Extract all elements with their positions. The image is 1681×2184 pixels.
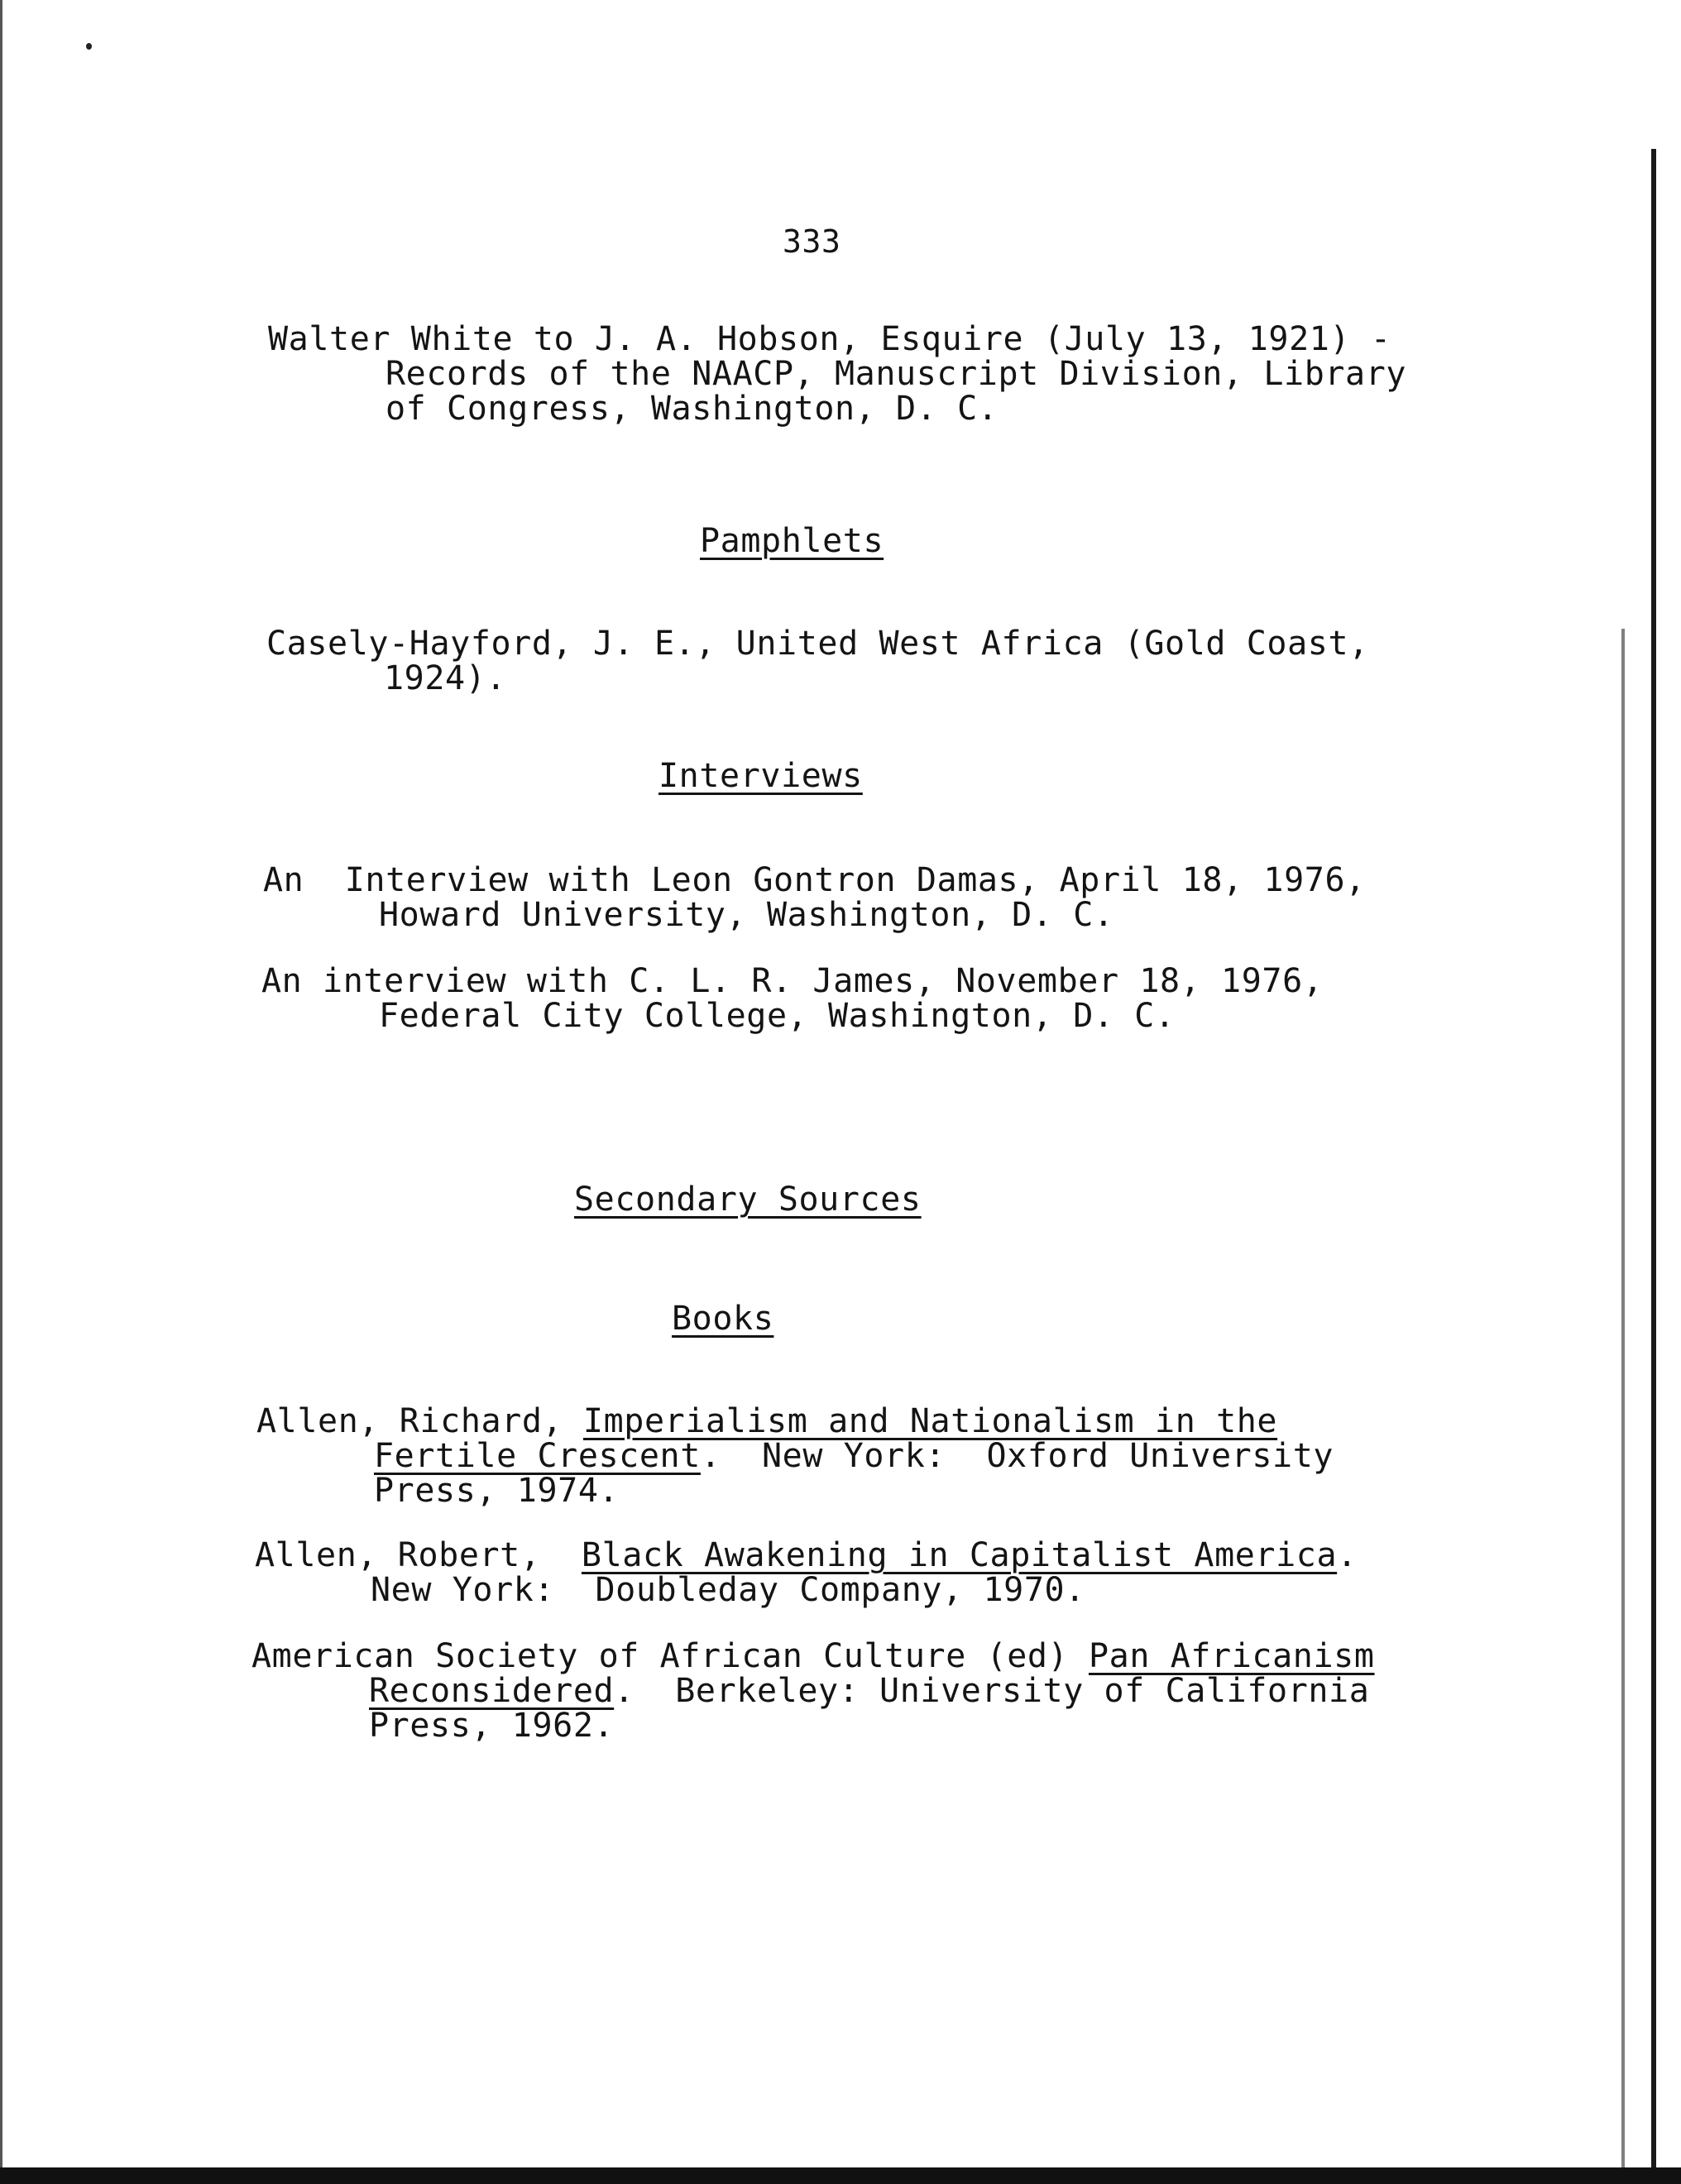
book-title: Reconsidered xyxy=(369,1672,615,1710)
book-title: Imperialism and Nationalism in the xyxy=(582,1402,1278,1440)
entry-white-line-3: of Congress, Washington, D. C. xyxy=(386,390,999,428)
pamphlet-line-1: Casely-Hayford, J. E., United West Africa (Gold Coast, xyxy=(266,625,1369,663)
heading-secondary-sources: Secondary Sources xyxy=(574,1181,922,1219)
book-allen-richard-line-1 xyxy=(256,1402,1278,1440)
book-title: Fertile Crescent xyxy=(374,1437,701,1475)
book-title: Black Awakening in Capitalist America xyxy=(581,1536,1338,1574)
book-author: Allen, Robert, xyxy=(255,1536,582,1574)
book-allen-robert-line-1 xyxy=(255,1536,1358,1574)
pamphlet-line-2: 1924). xyxy=(384,659,507,697)
scan-right-edge xyxy=(1651,149,1656,2184)
page-number: 333 xyxy=(783,223,841,260)
interview-damas-line-2: Howard University, Washington, D. C. xyxy=(379,896,1114,934)
book-amsac-line-3: Press, 1962. xyxy=(369,1707,615,1745)
interview-james-line-1: An interview with C. L. R. James, November 18, 1976, xyxy=(261,962,1324,1000)
scan-bottom-edge xyxy=(0,2167,1681,2184)
book-allen-robert-line-2: New York: Doubleday Company, 1970. xyxy=(371,1571,1085,1609)
book-author: American Society of African Culture (ed) xyxy=(251,1637,1089,1675)
book-publisher: . Berkeley: University of California xyxy=(614,1672,1370,1710)
interview-damas-line-1: An Interview with Leon Gontron Damas, April 18, 1976, xyxy=(263,861,1366,899)
book-allen-richard-line-2 xyxy=(374,1439,1334,1473)
book-title: Pan Africanism xyxy=(1088,1637,1375,1675)
entry-white-line-2: Records of the NAACP, Manuscript Division, Library xyxy=(386,355,1407,393)
book-author: Allen, Richard, xyxy=(256,1402,583,1440)
book-publisher: . New York: Oxford University xyxy=(700,1437,1334,1475)
book-amsac-line-2 xyxy=(369,1672,1370,1710)
interview-james-line-2: Federal City College, Washington, D. C. xyxy=(379,997,1176,1035)
heading-books: Books xyxy=(672,1300,774,1338)
heading-interviews: Interviews xyxy=(659,757,863,795)
heading-pamphlets: Pamphlets xyxy=(700,522,884,560)
book-amsac-line-1 xyxy=(251,1637,1375,1675)
book-allen-richard-line-3: Press, 1974. xyxy=(374,1472,620,1510)
scan-speck xyxy=(86,43,92,50)
book-punct: . xyxy=(1337,1536,1358,1574)
scan-left-edge xyxy=(0,0,2,2184)
entry-white-line-1: Walter White to J. A. Hobson, Esquire (July 13, 1921) - xyxy=(268,320,1391,358)
scan-right-shadow xyxy=(1621,629,1625,2184)
